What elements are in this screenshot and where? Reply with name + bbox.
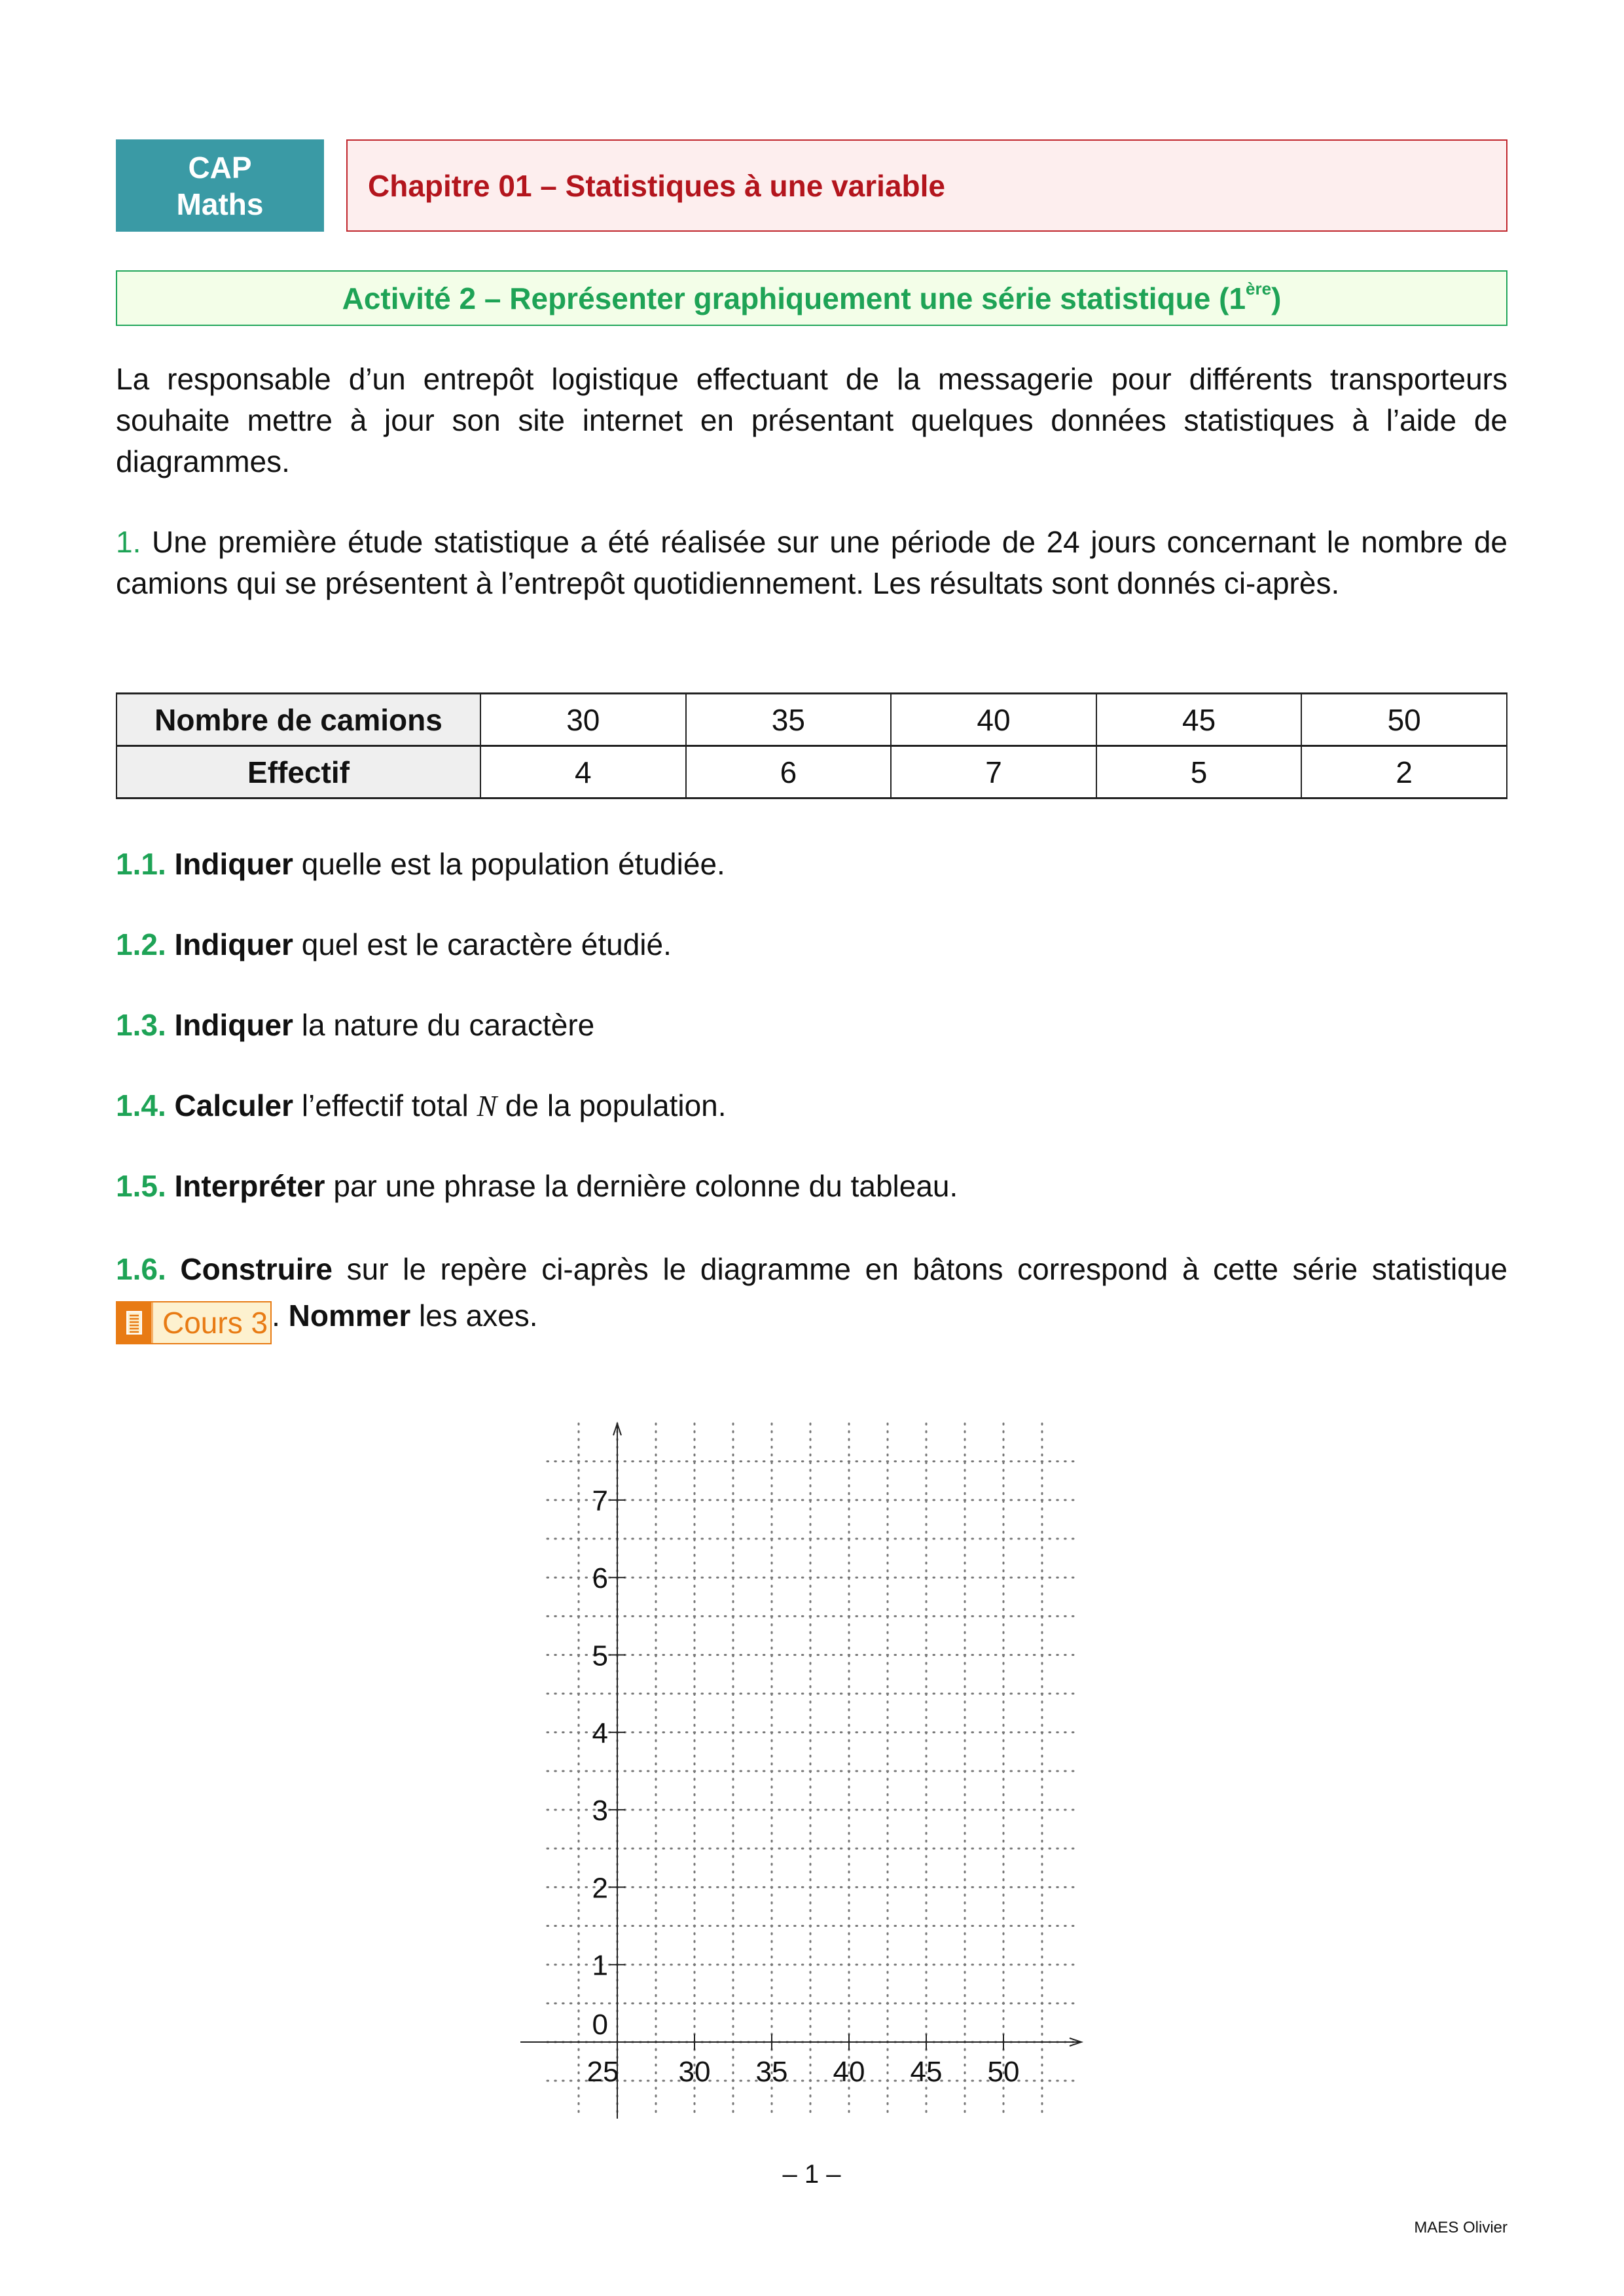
- subquestion-1-4: [116, 1085, 1507, 1126]
- activity-title: [342, 278, 1282, 316]
- table-cell: 5: [1096, 746, 1302, 798]
- subquestion-text: par une phrase la dernière colonne du tableau.: [325, 1169, 958, 1203]
- subquestion-number: 1.2.: [116, 927, 166, 961]
- table-cell: 7: [891, 746, 1096, 798]
- table-cell: 30: [480, 694, 686, 746]
- subquestion-text: quelle est la population étudiée.: [293, 847, 725, 881]
- subquestion-verb-2: Nommer: [280, 1299, 411, 1333]
- question-1: [116, 522, 1507, 604]
- subquestion-1-6: [116, 1246, 1507, 1344]
- badge-line-1: CAP: [188, 150, 252, 185]
- x-tick-label: 30: [678, 2056, 711, 2088]
- subquestion-verb: Indiquer: [174, 1008, 293, 1042]
- cours-3-link[interactable]: [116, 1301, 272, 1344]
- x-tick-label: 40: [833, 2056, 865, 2088]
- subquestion-number: 1.1.: [116, 847, 166, 881]
- y-tick-label: 1: [592, 1949, 608, 1982]
- y-tick-label: 3: [592, 1795, 608, 1827]
- cours-3-label: Cours 3: [153, 1302, 270, 1343]
- chapter-banner: [346, 139, 1507, 232]
- subquestion-text: quel est le caractère étudié.: [293, 927, 672, 961]
- x-tick-label: 35: [755, 2056, 788, 2088]
- y-tick-label: 2: [592, 1872, 608, 1905]
- math-variable-n: N: [477, 1089, 497, 1122]
- subquestion-number: 1.5.: [116, 1169, 166, 1203]
- table-cell: 35: [686, 694, 892, 746]
- table-cell: 50: [1301, 694, 1507, 746]
- table-cell: 4: [480, 746, 686, 798]
- table-cell: 45: [1096, 694, 1302, 746]
- y-tick-label: 6: [592, 1562, 608, 1595]
- chapter-title: Chapitre 01 – Statistiques à une variable: [368, 168, 945, 203]
- table-row: [117, 694, 1507, 746]
- table-cell: 6: [686, 746, 892, 798]
- subquestion-1-3: [116, 1005, 1507, 1046]
- question-number: 1.: [116, 525, 141, 559]
- table-cell: 2: [1301, 746, 1507, 798]
- row-header-trucks: Nombre de camions: [117, 694, 480, 746]
- table-row: [117, 746, 1507, 798]
- activity-title-close: ): [1271, 281, 1282, 315]
- question-text: Une première étude statistique a été réalisée sur une période de 24 jours concernant le nombre de camions qui se présentent à l’entrepôt quotidiennement. Les résultats sont donnés ci-après.: [116, 525, 1507, 600]
- subquestion-1-2: [116, 924, 1507, 965]
- subquestion-1-1: [116, 844, 1507, 885]
- subquestion-text: l’effectif total: [293, 1088, 477, 1122]
- table-cell: 40: [891, 694, 1096, 746]
- x-tick-label: 25: [586, 2056, 619, 2088]
- subquestion-1-5: [116, 1166, 1507, 1207]
- subquestion-number: 1.3.: [116, 1008, 166, 1042]
- y-tick-label: 7: [592, 1484, 608, 1517]
- activity-title-superscript: ère: [1246, 278, 1272, 298]
- subquestion-verb: Interpréter: [174, 1169, 325, 1203]
- frequency-table: [116, 692, 1507, 799]
- x-tick-label: 50: [987, 2056, 1020, 2088]
- subquestion-text-2: les axes.: [410, 1299, 538, 1333]
- activity-title-text: Activité 2 – Représenter graphiquement une série statistique (1: [342, 281, 1246, 315]
- subquestion-punct: .: [272, 1299, 280, 1333]
- subject-badge: [116, 139, 324, 232]
- y-tick-label: 5: [592, 1640, 608, 1672]
- document-icon: [117, 1302, 153, 1343]
- subquestion-text: la nature du caractère: [293, 1008, 595, 1042]
- x-tick-label: 45: [910, 2056, 943, 2088]
- author-name: MAES Olivier: [1414, 2219, 1507, 2236]
- badge-line-2: Maths: [176, 187, 264, 221]
- y-tick-label: 4: [592, 1717, 608, 1749]
- subquestion-text: sur le repère ci-après le diagramme en bâtons correspond à cette série statistique: [332, 1252, 1507, 1286]
- subquestion-number: 1.4.: [116, 1088, 166, 1122]
- y-tick-label: 0: [592, 2009, 608, 2041]
- subquestion-number: 1.6.: [116, 1252, 166, 1286]
- subquestion-verb: Construire: [180, 1252, 333, 1286]
- chart-canvas: [511, 1401, 1113, 2134]
- subquestion-verb: Indiquer: [174, 847, 293, 881]
- bar-chart-grid: [511, 1401, 1113, 2134]
- subquestion-text-after: de la population.: [497, 1088, 727, 1122]
- page-number: – 1 –: [782, 2160, 841, 2189]
- subquestion-verb: Indiquer: [174, 927, 293, 961]
- row-header-frequency: Effectif: [117, 746, 480, 798]
- activity-banner: [116, 270, 1507, 326]
- intro-paragraph: La responsable d’un entrepôt logistique effectuant de la messagerie pour différents transporteurs souhaite mettre à jour son site internet en présentant quelques données statistiques à l’aide de diagrammes.: [116, 362, 1507, 478]
- subquestion-verb: Calculer: [174, 1088, 294, 1122]
